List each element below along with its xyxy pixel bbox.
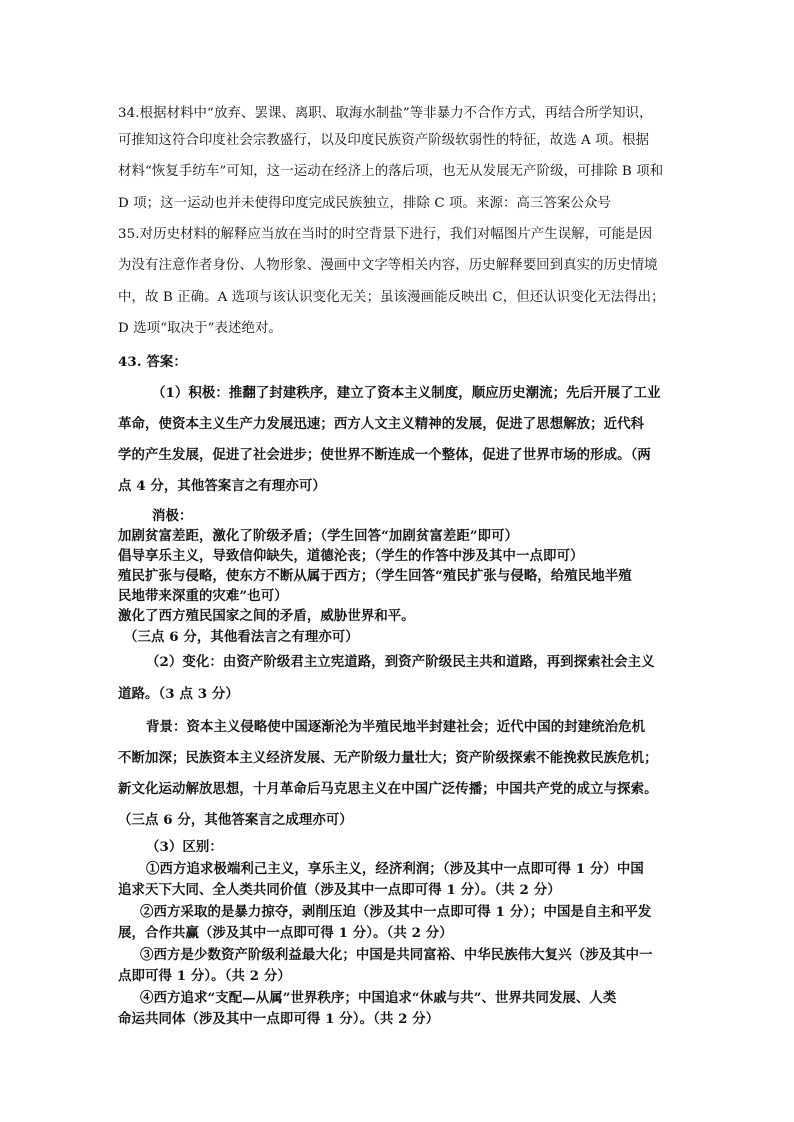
- text-line: 殖民扩张与侵略，使东方不断从属于西方；（学生回答“殖民扩张与侵略，给殖民地半殖: [118, 568, 632, 584]
- text-line: 展，合作共赢（涉及其中一点即可得 1 分）。（共 2 分）: [118, 925, 453, 941]
- text-line: 背景：资本主义侵略使中国逐渐沦为半殖民地半封建社会；近代中国的封建统治危机: [146, 719, 646, 735]
- text-line: 民地带来深重的灾难”也可）: [118, 588, 288, 604]
- text-line: 中，故 B 正确。A 选项与该认识变化无关；虽该漫画能反映出 C，但还认识变化无法得出；: [118, 290, 665, 305]
- text-line: 点 4 分，其他答案言之有理亦可）: [118, 478, 326, 494]
- text-line: 命运共同体（涉及其中一点即可得 1 分）。（共 2 分）: [118, 1011, 440, 1027]
- text-line: 新文化运动解放思想，十月革命后马克思主义在中国广泛传播；中国共产党的成立与探索。: [118, 781, 658, 797]
- text-line: 激化了西方殖民国家之间的矛盾，威胁世界和平。: [118, 608, 415, 624]
- text-line: ③西方是少数资产阶级利益最大化；中国是共同富裕、中华民族伟大复兴（涉及其中一: [140, 947, 653, 963]
- text-line: ②西方采取的是暴力掠夺，剥削压迫（涉及其中一点即可得 1 分）；中国是自主和平发: [140, 904, 652, 920]
- text-line: ①西方追求极端利己主义，享乐主义，经济利润；（涉及其中一点即可得 1 分）中国: [146, 861, 644, 877]
- text-line: 可推知这符合印度社会宗教盛行，以及印度民族资产阶级软弱性的特征，故选 A 项。根据: [118, 133, 650, 148]
- text-line: D 项；这一运动也并未使得印度完成民族独立，排除 C 项。来源：高三答案公众号: [118, 196, 611, 211]
- text-line: 学的产生发展，促进了社会进步；使世界不断连成一个整体，促进了世界市场的形成。（两: [118, 447, 651, 463]
- text-line: （3）区别：: [146, 839, 223, 855]
- text-line: D 选项“取决于”表述绝对。: [118, 321, 282, 336]
- text-line: 革命，使资本主义生产力发展迅速；西方人文主义精神的发展，促进了思想解放；近代科: [118, 416, 645, 432]
- text-line: 倡导享乐主义，导致信仰缺失，道德沦丧；（学生的作答中涉及其中一点即可）: [118, 548, 584, 564]
- text-line: 为没有注意作者身份、人物形象、漫画中文字等相关内容，历史解释要回到真实的历史情境: [118, 258, 658, 273]
- text-line: 35.对历史材料的解释应当放在当时的时空背景下进行，我们对幅图片产生误解，可能是因: [118, 227, 653, 242]
- text-line: （1）积极：推翻了封建秩序，建立了资本主义制度，顺应历史潮流；先后开展了工业: [152, 385, 661, 401]
- text-line: （2）变化：由资产阶级君主立宪道路，到资产阶级民主共和道路，再到探索社会主义: [146, 654, 655, 670]
- text-line: 追求天下大同、全人类共同价值（涉及其中一点即可得 1 分）。（共 2 分）: [118, 882, 561, 898]
- text-line: 道路。（3 点 3 分）: [118, 686, 239, 702]
- text-line: （三点 6 分，其他答案言之成理亦可）: [118, 812, 353, 828]
- text-line: （三点 6 分，其他看法言之有理亦可）: [124, 629, 359, 645]
- text-line: 不断加深；民族资本主义经济发展、无产阶级力量壮大；资产阶级探索不能挽救民族危机；: [118, 750, 658, 766]
- text-line: ④西方追求“支配—从属”世界秩序；中国追求“休戚与共”、世界共同发展、人类: [140, 990, 617, 1006]
- text-line: 材料“恢复手纺车”可知，这一运动在经济上的落后项，也无从发展无产阶级，可排除 B 项和: [118, 164, 664, 179]
- text-line: 加剧贫富差距，激化了阶级矛盾；（学生回答“加剧贫富差距”即可）: [118, 528, 519, 544]
- answer-heading: 43. 答案：: [118, 354, 187, 370]
- text-line: 消极：: [152, 508, 193, 524]
- text-line: 34.根据材料中“放弃、罢课、离职、取海水制盐”等非暴力不合作方式，再结合所学知识，: [118, 106, 653, 121]
- text-line: 点即可得 1 分）。（共 2 分）: [118, 968, 291, 984]
